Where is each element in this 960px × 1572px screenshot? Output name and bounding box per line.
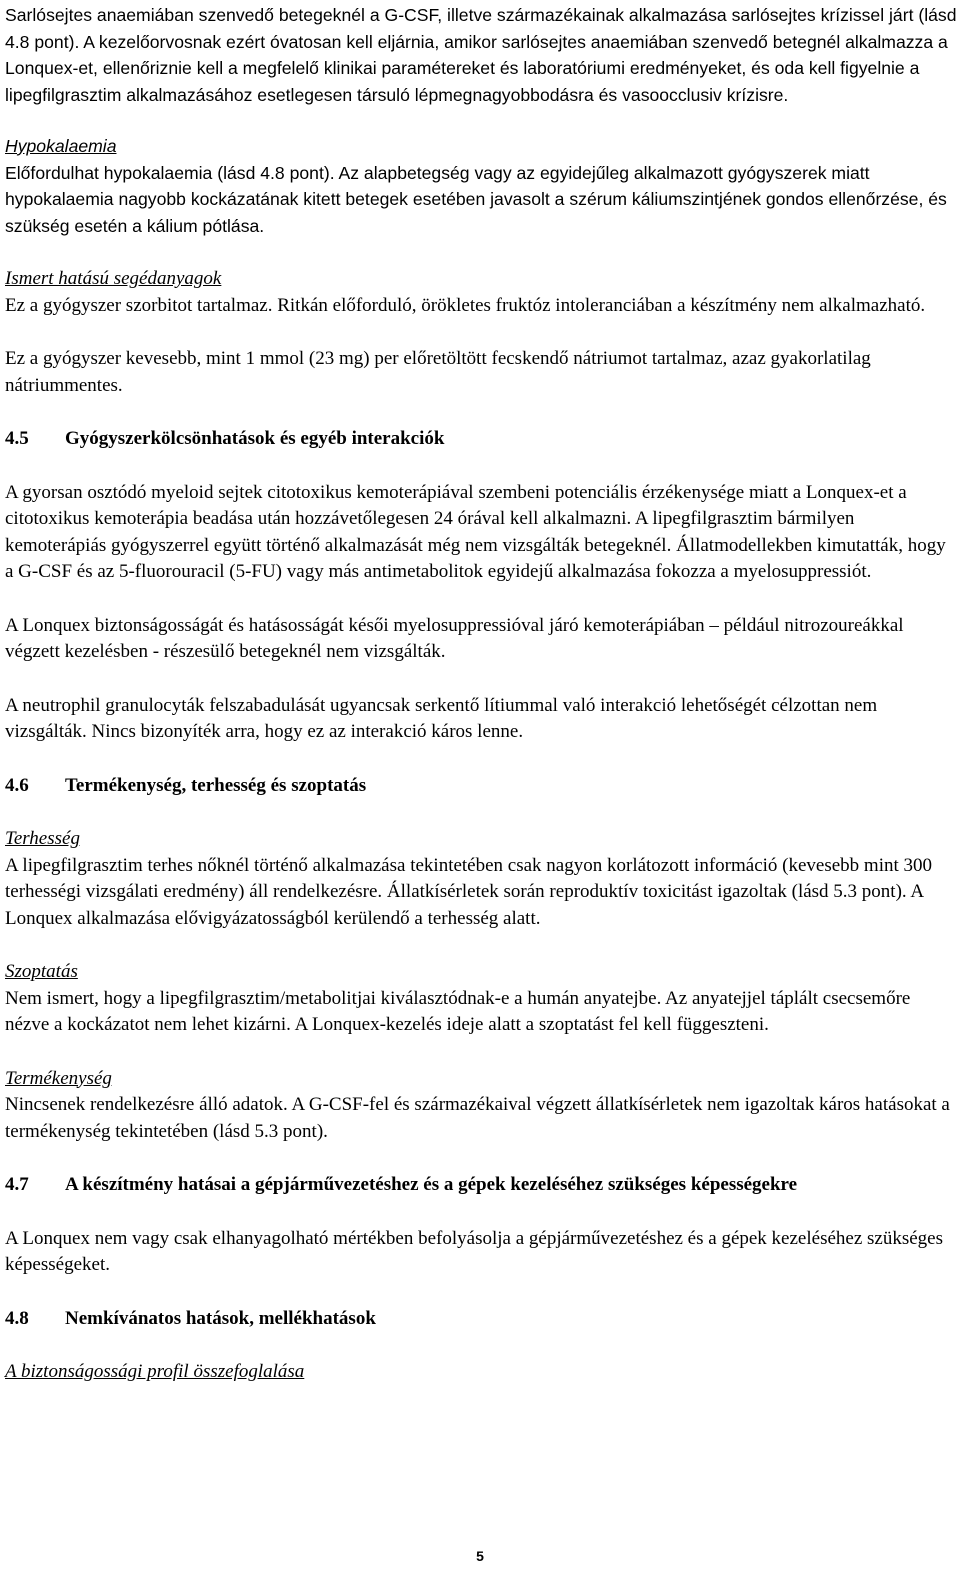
hypokalaemia-paragraph: Előfordulhat hypokalaemia (lásd 4.8 pont). Az alapbetegség vagy az egyidejűleg alkalmazott gyógyszerek miatt hypokalaemia nagyobb kockázatának kitett betegek esetében javasolt a szérum káliumszintjének gondos ellenőrzése, és szükség esetén a kálium pótlása. bbox=[5, 162, 947, 236]
section-number: 4.7 bbox=[5, 1174, 29, 1195]
section-title: Nemkívánatos hatások, mellékhatások bbox=[65, 1307, 376, 1329]
excipients-paragraph-2: Ez a gyógyszer kevesebb, mint 1 mmol (23 mg) per előretöltött fecskendő nátriumot tartalmaz, azaz gyakorlatilag nátriummentes. bbox=[5, 348, 871, 396]
section-4-8-heading bbox=[5, 1306, 957, 1333]
section-4-7-heading bbox=[5, 1172, 957, 1199]
section-title: Gyógyszerkölcsönhatások és egyéb interakciók bbox=[65, 428, 445, 449]
section-4-5-heading bbox=[5, 426, 957, 453]
fertility-heading: Termékenység bbox=[5, 1067, 112, 1089]
document-page bbox=[5, 0, 957, 1386]
breastfeeding-heading: Szoptatás bbox=[5, 961, 78, 982]
hypokalaemia-heading: Hypokalaemia bbox=[5, 136, 117, 156]
section-title: Termékenység, terhesség és szoptatás bbox=[65, 774, 367, 796]
page-number: 5 bbox=[476, 1548, 484, 1564]
section-4-5-paragraph-1: A gyorsan osztódó myeloid sejtek citotoxikus kemoterápiával szembeni potenciális érzékenysége miatt a Lonquex-et a citotoxikus kemoterápia beadása után hozzávetőlegesen 24 órával kell alkalmazni. A lipegfilgrasztim bármilyen kemoterápiás gyógyszerrel együtt történő alkalmazását még nem vizsgálták betegeknél. Állatmodellekben kimutatták, hogy a G-CSF és az 5-fluorouracil (5-FU) vagy más antimetabolitok egyidejű alkalmazása fokozza a myelosuppressiót. bbox=[5, 481, 946, 582]
intro-paragraph: Sarlósejtes anaemiában szenvedő betegeknél a G-CSF, illetve származékainak alkalmazása sarlósejtes krízissel járt (lásd 4.8 pont). A kezelőorvosnak ezért óvatosan kell eljárnia, amikor sarlósejtes anaemiában szenvedő betegnél alkalmazza a Lonquex-et, ellenőriznie kell a megfelelő klinikai paramétereket és laboratóriumi eredményeket, és oda kell figyelnie a lipegfilgrasztim alkalmazásához esetlegesen társuló lépmegnagyobbodásra és vasoocclusiv krízisre. bbox=[5, 5, 957, 105]
breastfeeding-paragraph: Nem ismert, hogy a lipegfilgrasztim/metabolitjai kiválasztódnak-e a humán anyatejbe. Az anyatejjel táplált csecsemőre nézve a kockázatot nem lehet kizárni. A Lonquex-kezelés ideje alatt a szoptatást fel kell függeszteni. bbox=[5, 987, 911, 1035]
section-number: 4.8 bbox=[5, 1307, 29, 1329]
pregnancy-heading: Terhesség bbox=[5, 828, 80, 849]
section-4-5-paragraph-2: A Lonquex biztonságosságát és hatásosságát késői myelosuppressióval járó kemoterápiában – például nitrozoureákkal végzett kezelésben - részesülő betegeknél nem vizsgálták. bbox=[5, 614, 904, 662]
excipients-heading: Ismert hatású segédanyagok bbox=[5, 268, 222, 289]
safety-profile-heading: A biztonságossági profil összefoglalása bbox=[5, 1361, 305, 1382]
excipients-paragraph-1: Ez a gyógyszer szorbitot tartalmaz. Ritkán előforduló, örökletes fruktóz intoleranciában a készítmény nem alkalmazható. bbox=[5, 294, 926, 316]
section-number: 4.5 bbox=[5, 428, 29, 449]
section-4-6-heading bbox=[5, 773, 957, 800]
fertility-paragraph: Nincsenek rendelkezésre álló adatok. A G-CSF-fel és származékaival végzett állatkísérletek nem igazoltak káros hatásokat a termékenység tekintetében (lásd 5.3 pont). bbox=[5, 1094, 950, 1142]
pregnancy-paragraph: A lipegfilgrasztim terhes nőknél történő alkalmazása tekintetében csak nagyon korlátozott információ (kevesebb mint 300 terhességi vizsgálati eredmény) áll rendelkezésre. Állatkísérletek során reproduktív toxicitást igazoltak (lásd 5.3 pont). A Lonquex alkalmazása elővigyázatosságból kerülendő a terhesség alatt. bbox=[5, 854, 933, 929]
section-number: 4.6 bbox=[5, 774, 29, 796]
section-4-5-paragraph-3: A neutrophil granulocyták felszabadulását ugyancsak serkentő lítiummal való interakció lehetőségét célzottan nem vizsgálták. Nincs bizonyíték arra, hogy ez az interakció káros lenne. bbox=[5, 694, 878, 742]
section-title: A készítmény hatásai a gépjárművezetéshez és a gépek kezeléséhez szükséges képességekre bbox=[65, 1174, 798, 1195]
section-4-7-paragraph: A Lonquex nem vagy csak elhanyagolható mértékben befolyásolja a gépjárművezetéshez és a gépek kezeléséhez szükséges képességeket. bbox=[5, 1227, 943, 1275]
